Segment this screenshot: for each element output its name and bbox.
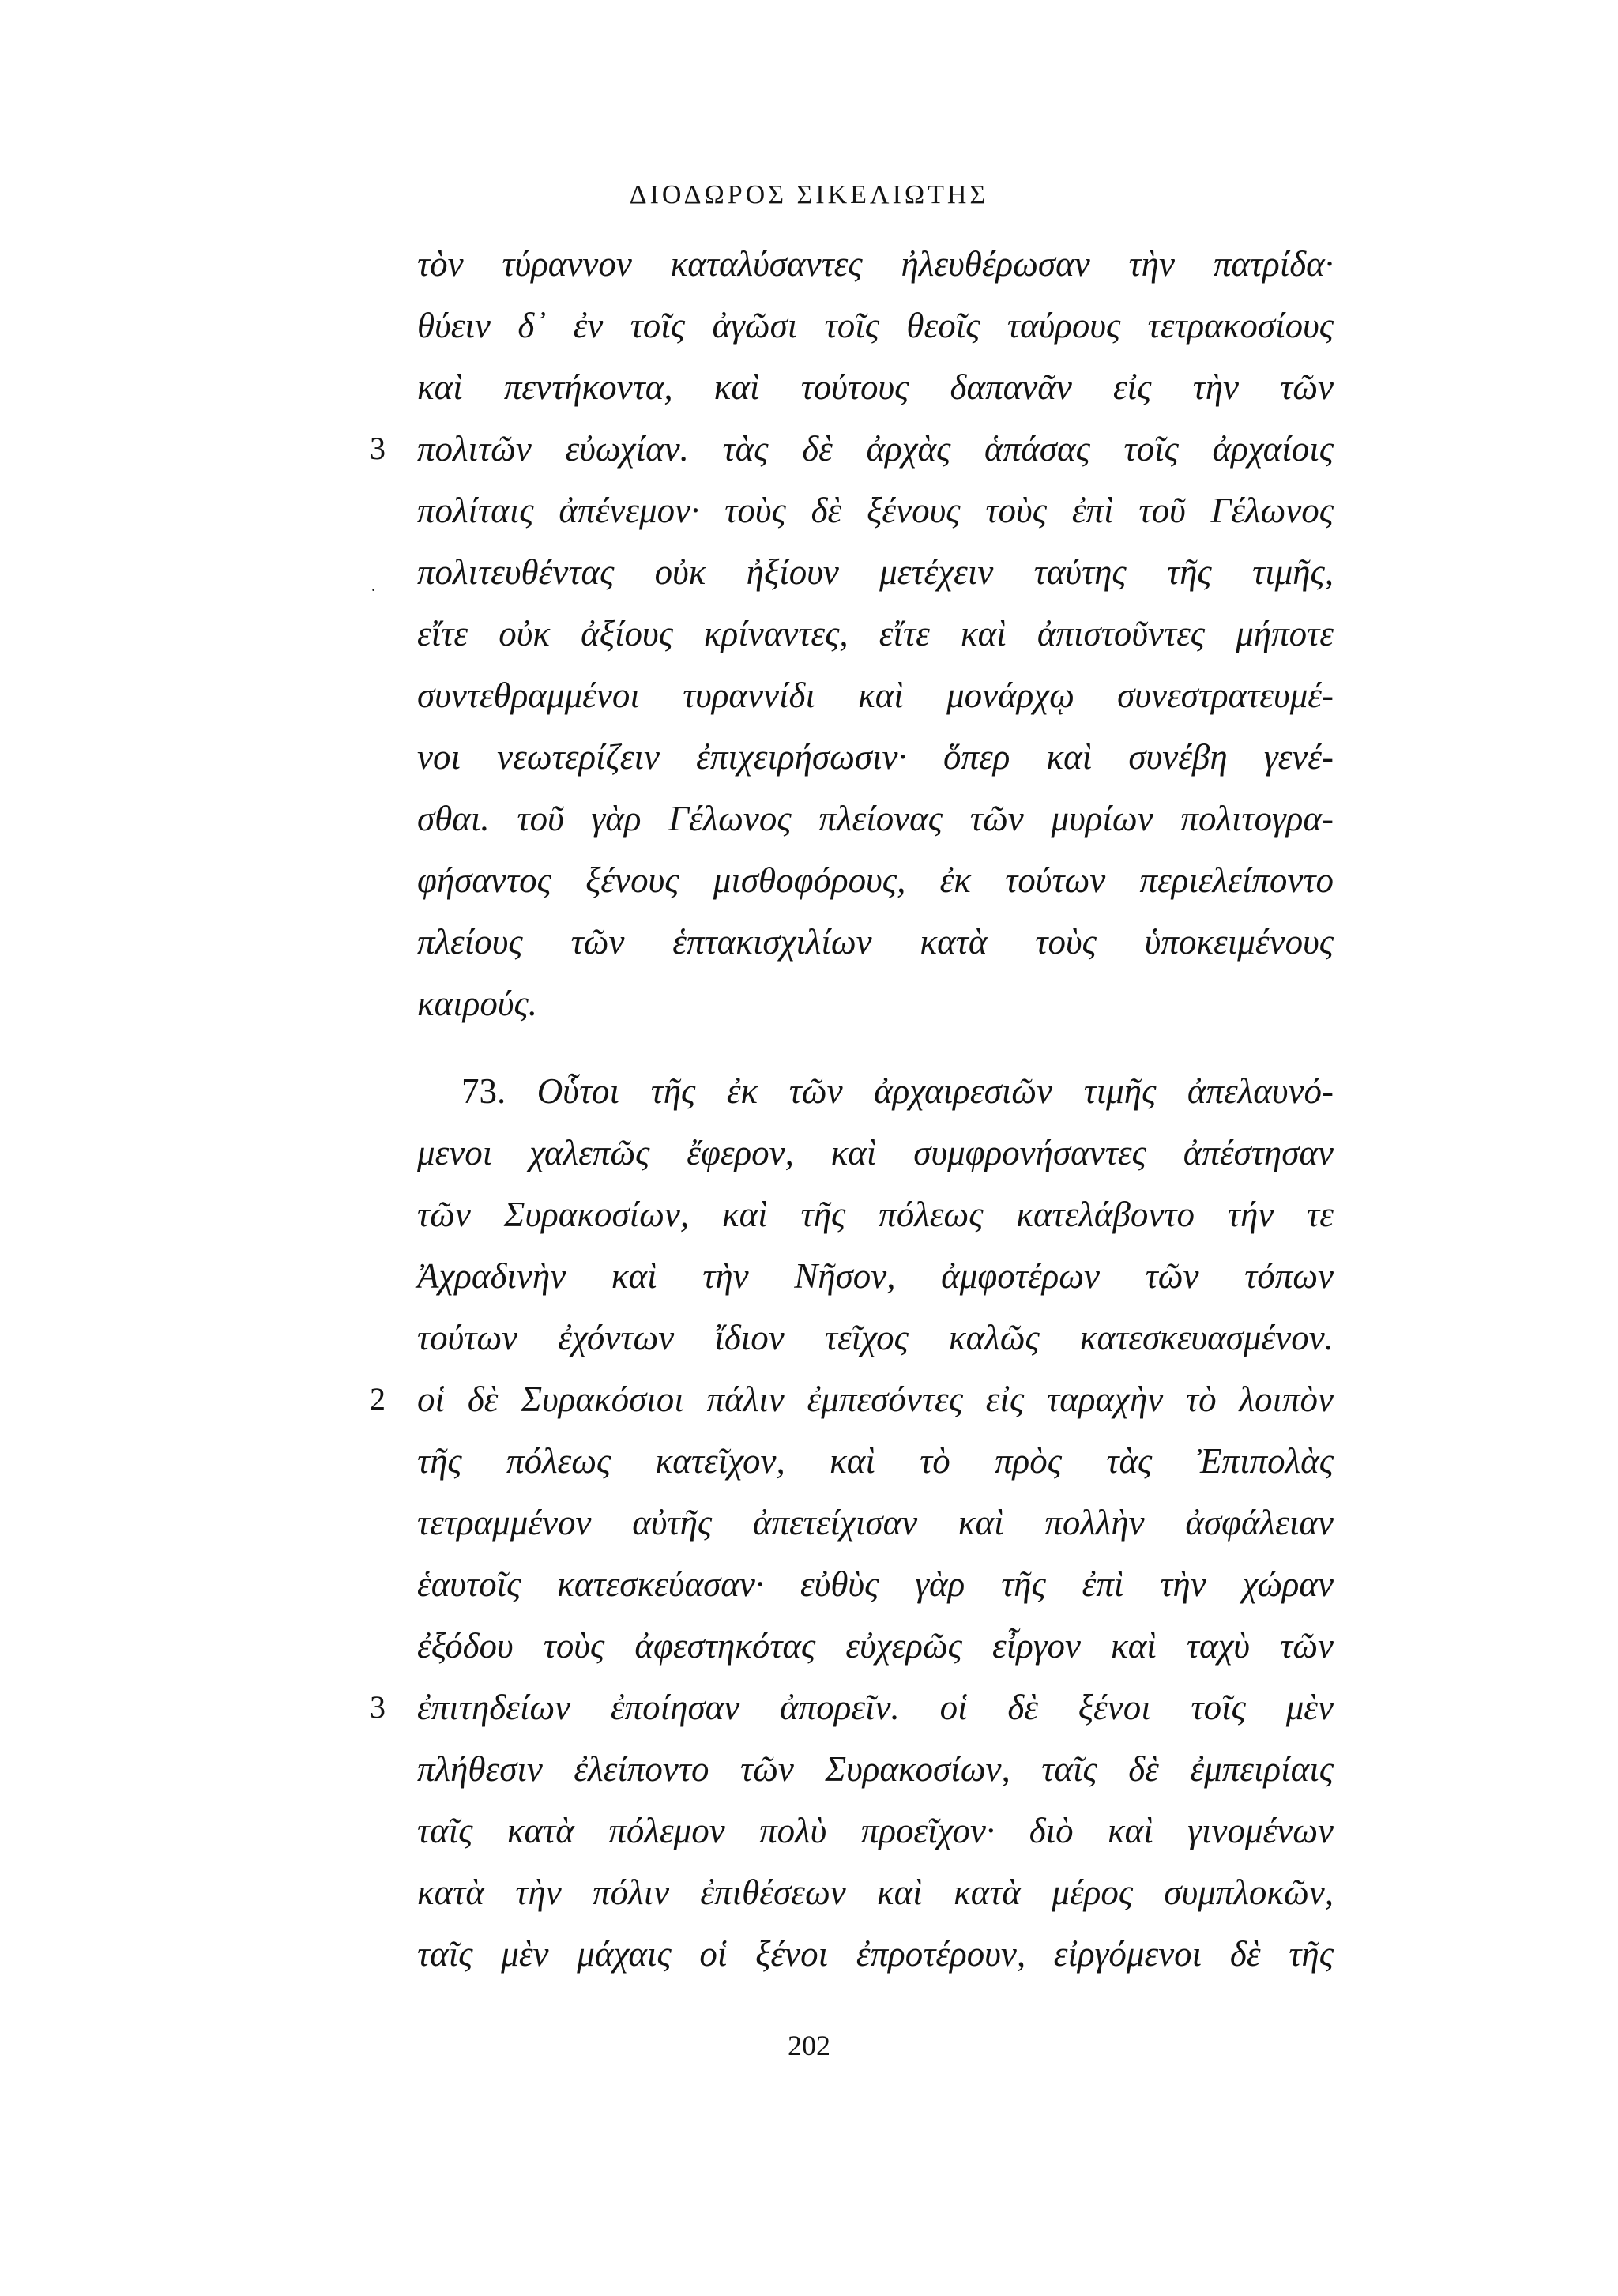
- margin-section-number: 2: [370, 1381, 386, 1417]
- text-line: πλείους τῶν ἑπτακισχιλίων κατὰ τοὺς ὑποκειμένους: [417, 922, 1334, 962]
- text-line: τῶν Συρακοσίων, καὶ τῆς πόλεως κατελάβοντο τήν τε: [417, 1195, 1334, 1234]
- text-line: εἴτε οὐκ ἀξίους κρίναντες, εἴτε καὶ ἀπιστοῦντες μήποτε: [417, 614, 1334, 653]
- text-line: τούτων ἐχόντων ἴδιον τεῖχος καλῶς κατεσκευασμένον.: [417, 1318, 1334, 1357]
- margin-section-number: 3: [370, 431, 386, 466]
- text-line: 2 οἱ δὲ Συρακόσιοι πάλιν ἐμπεσόντες εἰς ταραχὴν τὸ λοιπὸν: [417, 1368, 1334, 1430]
- text-line: ταῖς κατὰ πόλεμον πολὺ προεῖχον· διὸ καὶ γινομένων: [417, 1811, 1334, 1850]
- text-line: ταῖς μὲν μάχαις οἱ ξένοι ἐπροτέρουν, εἰργόμενοι δὲ τῆς: [417, 1934, 1334, 1974]
- chapter-number: 73.: [461, 1071, 506, 1111]
- margin-mark: .: [371, 578, 375, 595]
- text-line: τετραμμένον αὐτῆς ἀπετείχισαν καὶ πολλὴν ἀσφάλειαν: [417, 1503, 1334, 1542]
- text-line: 3 πολιτῶν εὐωχίαν. τὰς δὲ ἀρχὰς ἁπάσας τοῖς ἀρχαίοις: [417, 418, 1334, 480]
- text-line: καὶ πεντήκοντα, καὶ τούτους δαπανᾶν εἰς τὴν τῶν: [417, 367, 1334, 407]
- text-line: τὸν τύραννον καταλύσαντες ἠλευθέρωσαν τὴν πατρίδα·: [417, 244, 1334, 284]
- text-line: Ἀχραδινὴν καὶ τὴν Νῆσον, ἀμφοτέρων τῶν τόπων: [417, 1256, 1334, 1296]
- text-line: νοι νεωτερίζειν ἐπιχειρήσωσιν· ὅπερ καὶ συνέβη γενέ-: [417, 737, 1334, 777]
- page-number: 202: [788, 2030, 830, 2061]
- margin-section-number: 3: [370, 1689, 386, 1725]
- text-line: 3 ἐπιτηδείων ἐποίησαν ἀπορεῖν. οἱ δὲ ξένοι τοῖς μὲν: [417, 1677, 1334, 1738]
- text-line: πολίταις ἀπένεμον· τοὺς δὲ ξένους τοὺς ἐπὶ τοῦ Γέλωνος: [417, 491, 1334, 530]
- text-block-1: [370, 233, 1334, 1034]
- text-line: σθαι. τοῦ γὰρ Γέλωνος πλείονας τῶν μυρίων πολιτογρα-: [417, 799, 1334, 838]
- text-line: συντεθραμμένοι τυραννίδι καὶ μονάρχῳ συνεστρατευμέ-: [417, 676, 1334, 715]
- text-line: πλήθεσιν ἐλείποντο τῶν Συρακοσίων, ταῖς δὲ ἐμπειρίαις: [417, 1749, 1334, 1789]
- text-line: θύειν δ᾽ ἐν τοῖς ἀγῶσι τοῖς θεοῖς ταύρους τετρακοσίους: [417, 306, 1334, 345]
- text-block-2: [370, 1060, 1334, 1985]
- chapter-first-line: 73. Οὗτοι τῆς ἐκ τῶν ἀρχαιρεσιῶν τιμῆς ἀπελαυνό-: [461, 1071, 1334, 1111]
- text-line: κατὰ τὴν πόλιν ἐπιθέσεων καὶ κατὰ μέρος συμπλοκῶν,: [417, 1873, 1334, 1912]
- text-line: καιρούς.: [417, 984, 537, 1023]
- text-line: ἑαυτοῖς κατεσκεύασαν· εὐθὺς γὰρ τῆς ἐπὶ τὴν χώραν: [417, 1564, 1334, 1604]
- text-line: τῆς πόλεως κατεῖχον, καὶ τὸ πρὸς τὰς Ἐπιπολὰς: [417, 1441, 1334, 1481]
- text-line: μενοι χαλεπῶς ἔφερον, καὶ συμφρονήσαντες ἀπέστησαν: [417, 1133, 1334, 1172]
- text-line: φήσαντος ξένους μισθοφόρους, ἐκ τούτων περιελείποντο: [417, 860, 1334, 900]
- running-head: ΔΙΟΔΩΡΟΣ ΣΙΚΕΛΙΩΤΗΣ: [629, 180, 989, 209]
- text-line: . πολιτευθέντας οὐκ ἠξίουν μετέχειν ταύτης τῆς τιμῆς,: [417, 541, 1334, 603]
- text-line: ἐξόδου τοὺς ἀφεστηκότας εὐχερῶς εἶργον καὶ ταχὺ τῶν: [417, 1626, 1334, 1666]
